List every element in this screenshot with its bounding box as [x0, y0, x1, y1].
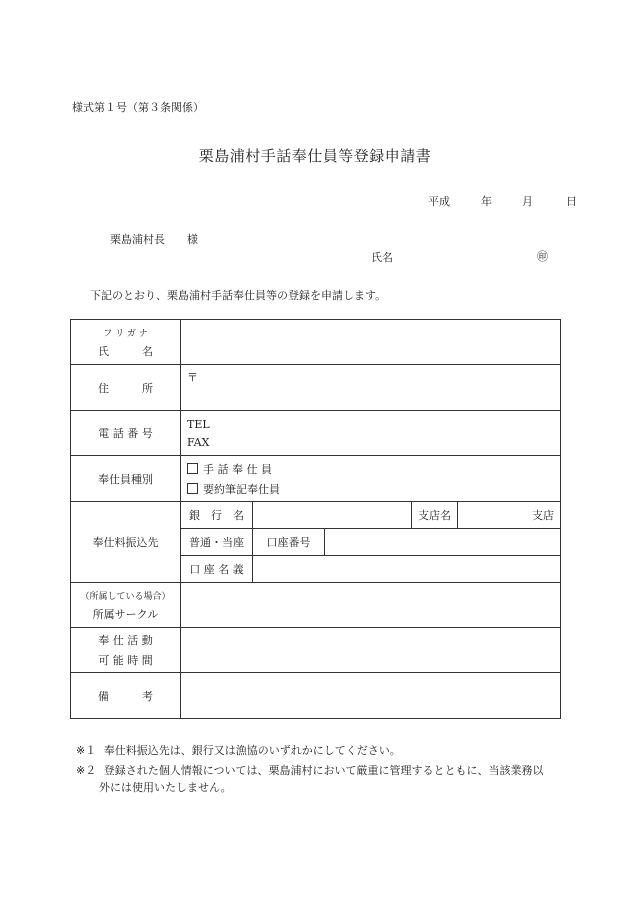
- volunteer-type-label: 奉仕員種別: [71, 456, 181, 502]
- applicant-name-label: 氏名: [371, 251, 393, 264]
- account-number-input[interactable]: [325, 529, 561, 556]
- note-1: [76, 742, 401, 758]
- application-table: [70, 319, 561, 719]
- activity-label-line1: 奉 仕 活 動: [98, 634, 153, 647]
- circle-label-cell: [71, 583, 181, 628]
- branch-input[interactable]: [458, 502, 561, 529]
- row-address: [71, 365, 561, 411]
- phone-input[interactable]: [181, 411, 561, 456]
- bank-name-input[interactable]: [253, 502, 412, 529]
- branch-name-label: 支店名: [412, 502, 458, 529]
- activity-label-line2: 可 能 時 間: [98, 654, 153, 667]
- row-activity-time: [71, 628, 561, 673]
- phone-label: 電 話 番 号: [71, 411, 181, 456]
- remarks-input[interactable]: [181, 673, 561, 719]
- transfer-label: 奉仕料振込先: [71, 502, 181, 583]
- seal-mark: ㊞: [537, 250, 548, 263]
- remarks-label: 備 考: [71, 673, 181, 719]
- intro-text: 下記のとおり、栗島浦村手話奉仕員等の登録を申請します。: [90, 289, 387, 302]
- name-input[interactable]: [181, 320, 561, 365]
- row-circle: [71, 583, 561, 628]
- document-title: 栗島浦村手話奉仕員等登録申請書: [198, 147, 432, 165]
- form-number: 様式第１号（第３条関係）: [72, 101, 204, 114]
- checkbox-icon[interactable]: [187, 483, 198, 494]
- note-text: 外には使用いたしません。: [99, 781, 232, 794]
- postal-mark: 〒: [187, 371, 198, 384]
- option-sign-language[interactable]: 手 話 奉 仕 員: [187, 461, 554, 477]
- volunteer-type-options: [181, 456, 561, 502]
- activity-time-input[interactable]: [181, 628, 561, 673]
- checkbox-icon[interactable]: [187, 463, 198, 474]
- fax-label: FAX: [187, 435, 210, 449]
- bank-name-label: 銀 行 名: [181, 502, 253, 529]
- address-input[interactable]: [181, 365, 561, 411]
- row-phone: [71, 411, 561, 456]
- row-bank: [71, 502, 561, 529]
- furigana-label: フ リ ガ ナ: [103, 328, 148, 339]
- date-year: 年: [481, 195, 492, 208]
- address-label: 住 所: [71, 365, 181, 411]
- circle-input[interactable]: [181, 583, 561, 628]
- account-holder-input[interactable]: [253, 556, 561, 583]
- circle-note: （所属している場合）: [80, 591, 171, 602]
- date-line: [428, 193, 577, 209]
- circle-label: 所属サークル: [92, 607, 159, 621]
- note-2: [76, 762, 544, 778]
- activity-time-label-cell: [71, 628, 181, 673]
- addressee: 栗島浦村長 様: [110, 233, 198, 246]
- account-holder-label: 口 座 名 義: [181, 556, 253, 583]
- date-era: 平成: [428, 195, 450, 208]
- account-number-label: 口座番号: [253, 529, 325, 556]
- note-2-continued: [99, 779, 232, 795]
- note-text: 登録された個人情報については、栗島浦村において厳重に管理するとともに、当該業務以: [103, 764, 544, 777]
- option-summary-writing[interactable]: 要約筆記奉仕員: [187, 481, 554, 497]
- name-label-cell: [71, 320, 181, 365]
- row-volunteer-type: [71, 456, 561, 502]
- note-mark: ※１: [76, 744, 97, 757]
- date-day: 日: [566, 195, 577, 208]
- name-label: 氏 名: [98, 344, 153, 358]
- row-remarks: [71, 673, 561, 719]
- row-name: [71, 320, 561, 365]
- date-month: 月: [522, 195, 533, 208]
- account-type-label[interactable]: 普通・当座: [181, 529, 253, 556]
- branch-suffix: 支店: [532, 509, 554, 522]
- tel-label: TEL: [187, 417, 210, 431]
- note-mark: ※２: [76, 764, 97, 777]
- note-text: 奉仕料振込先は、銀行又は漁協のいずれかにしてください。: [103, 744, 401, 757]
